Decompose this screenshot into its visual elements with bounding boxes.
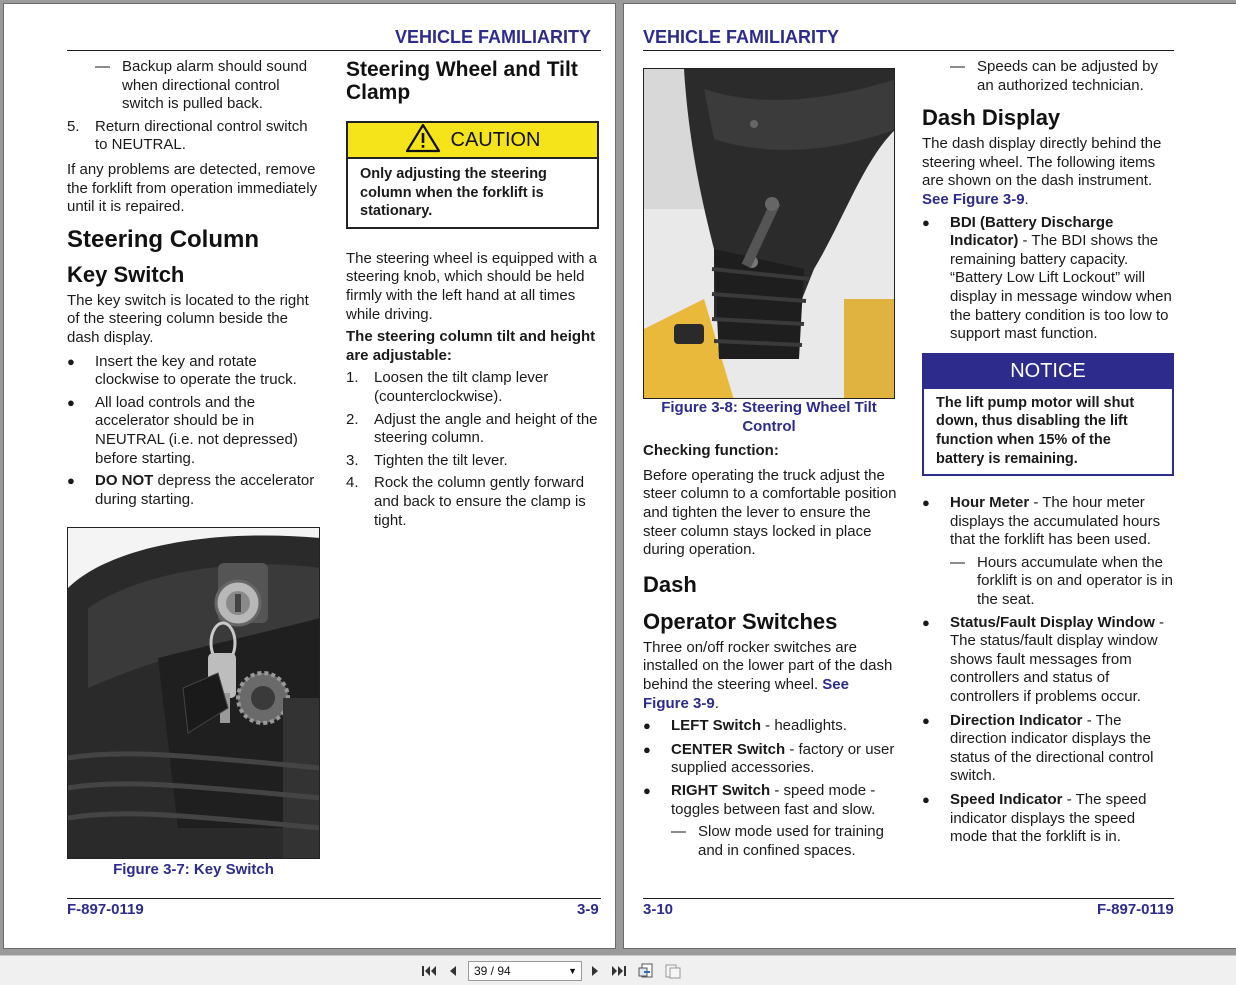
bullet-text: - The hour meter displays the accumulated hours that the forklift has been used. <box>950 494 1161 549</box>
steering-tilt-photo <box>643 68 895 399</box>
bullet-bold: RIGHT Switch <box>671 781 771 799</box>
see-figure-link[interactable]: See Figure 3-9 <box>643 675 849 712</box>
left-header-rule <box>67 50 601 51</box>
bullet-mark: ● <box>922 614 930 630</box>
tilt-adjustable-paragraph: The steering column tilt and height are adjustable: <box>346 328 596 364</box>
bullet-mark: ● <box>67 353 75 369</box>
steering-tilt-illustration <box>644 69 895 399</box>
bullet-text: Insert the key and rotate clockwise to operate the truck. <box>95 352 297 389</box>
bullet-item <box>643 717 898 736</box>
bullet-text: - factory or user supplied accessories. <box>671 740 895 777</box>
steering-knob-paragraph: The steering wheel is equipped with a steering knob, which should be held firmly with the left hand at all times while driving. <box>346 249 597 323</box>
dash-item <box>643 823 898 860</box>
bullet-item <box>67 472 322 509</box>
bullet-item <box>922 214 1174 344</box>
dash-item <box>922 554 1174 610</box>
caution-box <box>346 121 599 229</box>
right-header-rule <box>643 50 1174 51</box>
key-switch-illustration <box>68 528 320 859</box>
switch-intro <box>643 639 898 713</box>
bullet-item <box>922 494 1174 550</box>
page-indicator: 39 / 94 <box>474 964 511 978</box>
right-page <box>623 3 1236 949</box>
tilt-step <box>346 411 599 448</box>
caution-text: Only adjusting the steering column when the forklift is stationary. <box>360 166 547 220</box>
step-number: 3. <box>346 451 359 469</box>
dash-text: Slow mode used for training and in confined spaces. <box>698 823 884 859</box>
tilt-step <box>346 369 599 406</box>
single-page-view-icon[interactable] <box>638 962 656 980</box>
bullet-bold: BDI (Battery Discharge Indicator) <box>950 213 1114 250</box>
step-text: Rock the column gently forward and back to ensure the clamp is tight. <box>374 474 586 529</box>
bullet-mark: ● <box>922 712 930 728</box>
notice-box <box>922 353 1174 476</box>
step-number: 5. <box>67 117 80 135</box>
step-number: 1. <box>346 369 359 387</box>
bullet-item <box>67 394 322 468</box>
bullet-item <box>922 712 1174 786</box>
checking-function-label: Checking function: <box>643 442 779 460</box>
pdf-viewer-toolbar <box>0 955 1236 985</box>
step-number: 2. <box>346 410 359 428</box>
figure-3-8-caption: Figure 3-8: Steering Wheel Tilt Control <box>661 399 877 435</box>
right-footer-pagenum: 3-10 <box>643 901 674 918</box>
right-page-header: VEHICLE FAMILIARITY <box>643 27 840 47</box>
tilt-step <box>346 474 599 530</box>
caution-header <box>348 123 597 159</box>
bullet-item <box>643 782 898 819</box>
notice-header: NOTICE <box>924 355 1172 389</box>
chevron-down-icon: ▼ <box>568 966 577 976</box>
heading-steering-column: Steering Column <box>67 225 260 253</box>
two-page-view-icon[interactable] <box>664 962 682 980</box>
tilt-steps-list <box>346 369 599 530</box>
key-switch-photo <box>67 527 320 859</box>
step-text: Tighten the tilt lever. <box>374 451 508 469</box>
warning-triangle-icon <box>405 123 441 157</box>
step-text: Adjust the angle and height of the steering column. <box>374 410 598 447</box>
dash-item <box>922 58 1174 95</box>
last-page-icon[interactable] <box>610 962 628 980</box>
bullet-bold: CENTER Switch <box>671 740 786 758</box>
heading-dash: Dash <box>643 571 697 597</box>
notice-text: The lift pump motor will shut down, thus disabling the lift function when 15% of the battery is remaining. <box>936 394 1135 467</box>
step-number: 4. <box>346 474 359 492</box>
bullet-bold: LEFT Switch <box>671 717 761 735</box>
bullet-bold: Hour Meter <box>950 494 1030 512</box>
right-footer-rule <box>643 898 1174 899</box>
heading-steering-wheel-tilt: Steering Wheel and Tilt Clamp <box>346 58 578 104</box>
bullet-mark: ● <box>922 214 930 230</box>
heading-dash-display: Dash Display <box>922 105 1061 131</box>
bullet-text: depress the accelerator during starting. <box>95 472 315 508</box>
left-page-header: VEHICLE FAMILIARITY <box>395 27 592 47</box>
checking-function-text: Before operating the truck adjust the steer column to a comfortable position and tighten the lever to ensure the steer column stays locked in place during operation. <box>643 466 897 559</box>
bullet-item <box>643 741 898 778</box>
bullet-mark: ● <box>67 473 75 489</box>
tilt-step <box>346 452 599 471</box>
bullet-item <box>67 353 322 390</box>
dash-text: Hours accumulate when the forklift is on and operator is in the seat. <box>977 553 1173 609</box>
left-footer-docnum: F-897-0119 <box>67 901 144 918</box>
dash-mark: — <box>671 823 686 841</box>
bullet-mark: ● <box>643 741 651 757</box>
key-switch-intro: The key switch is located to the right of the steering column beside the dash display. <box>67 291 309 346</box>
dash-mark: — <box>950 58 965 75</box>
step-text: Loosen the tilt clamp lever (counterclockwise). <box>374 369 549 405</box>
dash-display-intro <box>922 135 1174 209</box>
step-5 <box>67 118 322 155</box>
bullet-mark: ● <box>643 782 651 798</box>
right-column-2 <box>922 58 1174 847</box>
bullet-bold: Direction Indicator <box>950 711 1083 729</box>
problems-paragraph: If any problems are detected, remove the forklift from operation immediately until it is repaired. <box>67 160 318 216</box>
dash-text: Speeds can be adjusted by an authorized technician. <box>977 58 1158 94</box>
bullet-text: - speed mode - toggles between fast and slow. <box>671 781 876 818</box>
bullet-text: All load controls and the accelerator should be in NEUTRAL (i.e. not depressed) before starting. <box>95 393 298 467</box>
dash-mark: — <box>950 553 965 571</box>
step-text: Return directional control switch to NEUTRAL. <box>95 117 308 154</box>
first-page-icon[interactable] <box>420 962 438 980</box>
dash-intro-text: The dash display directly behind the steering wheel. The following items are shown on the dash instrument. <box>922 135 1162 190</box>
next-page-icon[interactable] <box>586 962 604 980</box>
bullet-text: - headlights. <box>761 717 847 735</box>
period: . <box>714 694 719 712</box>
bullet-bold: Speed Indicator <box>950 791 1063 808</box>
right-footer-docnum: F-897-0119 <box>1097 901 1174 918</box>
page-number-select[interactable] <box>468 961 582 981</box>
switch-intro-text: Three on/off rocker switches are installed on the lower part of the dash behind the steering wheel. <box>643 638 893 693</box>
bullet-bold: Status/Fault Display Window <box>950 613 1155 631</box>
bullet-mark: ● <box>922 792 930 807</box>
left-column-1 <box>67 58 322 509</box>
prev-page-icon[interactable] <box>444 962 462 980</box>
period: . <box>1024 190 1029 208</box>
figure-3-7-caption: Figure 3-7: Key Switch <box>113 861 274 878</box>
right-column-1 <box>643 399 898 860</box>
heading-operator-switches: Operator Switches <box>643 608 838 634</box>
dash-text: Backup alarm should sound when directional control switch is pulled back. <box>122 58 308 113</box>
bullet-mark: ● <box>67 394 75 410</box>
left-footer-pagenum: 3-9 <box>577 901 599 918</box>
bullet-text: - The direction indicator displays the status of the directional control switch. <box>950 711 1154 785</box>
left-column-2 <box>346 58 599 530</box>
bullet-mark: ● <box>922 495 930 511</box>
bullet-item <box>922 614 1174 707</box>
caution-label: CAUTION <box>450 128 541 151</box>
dash-mark: — <box>95 58 110 75</box>
bullet-text: - The status/fault display window shows fault messages from controllers and status of controllers if problems occur. <box>950 613 1165 706</box>
bullet-item <box>922 791 1174 847</box>
left-page <box>3 3 616 949</box>
bullet-text: - The BDI shows the remaining battery capacity. “Battery Low Lift Lockout” will display in message window when the battery condition is too low to support mast function. <box>950 232 1172 343</box>
bullet-bold: DO NOT <box>95 472 154 490</box>
left-footer-rule <box>67 898 601 899</box>
bullet-text: - The speed indicator displays the speed mode that the forklift is in. <box>950 791 1147 846</box>
dash-item <box>67 58 322 114</box>
bullet-mark: ● <box>643 718 651 734</box>
see-figure-link[interactable]: See Figure 3-9 <box>922 190 1025 208</box>
heading-key-switch: Key Switch <box>67 261 185 287</box>
